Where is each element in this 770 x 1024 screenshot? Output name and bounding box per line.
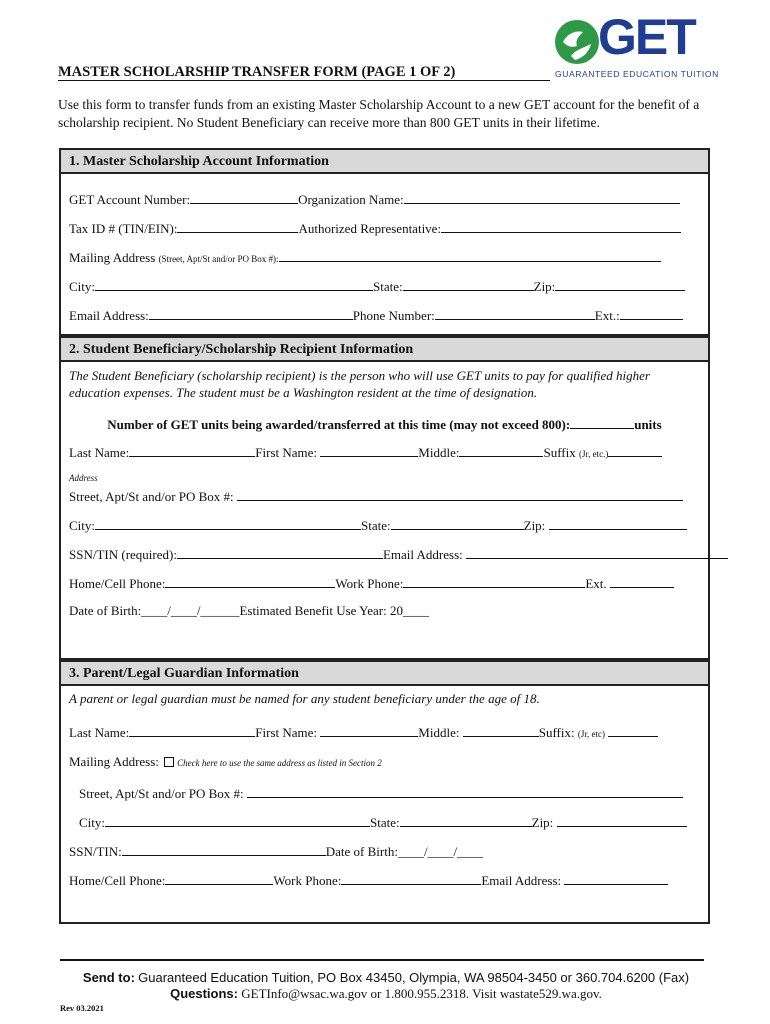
home-phone-field[interactable] — [165, 871, 273, 885]
title-underline — [58, 80, 550, 81]
suffix-hint: (Jr, etc) — [577, 729, 605, 739]
tax-id-field[interactable] — [177, 219, 298, 233]
state-label: State: — [373, 279, 403, 294]
account-number-field[interactable] — [190, 190, 298, 204]
suffix-label: Suffix — [543, 445, 576, 460]
city-field[interactable] — [105, 813, 370, 827]
work-phone-field[interactable] — [403, 574, 585, 588]
zip-field[interactable] — [549, 516, 687, 530]
ssn-field[interactable] — [177, 545, 383, 559]
home-phone-label: Home/Cell Phone: — [69, 576, 166, 591]
dob-label[interactable]: Date of Birth:____/____/____ — [325, 844, 484, 859]
zip-field[interactable] — [555, 277, 685, 291]
first-name-label: First Name: — [255, 445, 318, 460]
middle-label: Middle: — [418, 725, 460, 740]
dob-label[interactable]: Date of Birth:____/____/______ — [69, 603, 240, 618]
work-phone-label: Work Phone: — [273, 873, 342, 888]
city-field[interactable] — [95, 516, 361, 530]
city-label: City: — [69, 518, 96, 533]
section-1 — [59, 148, 710, 336]
send-to-address: Guaranteed Education Tuition, PO Box 43450, Olympia, WA 98504-3450 or 360.704.6200 (Fax) — [138, 970, 690, 985]
last-name-field[interactable] — [129, 443, 255, 457]
form-title: MASTER SCHOLARSHIP TRANSFER FORM (PAGE 1 OF 2) — [58, 64, 456, 80]
section-2-note: The Student Beneficiary (scholarship recipient) is the person who will use GET units to pay for qualified higher education expenses. The student must be a Washington resident at the time of designation. — [69, 368, 650, 400]
street-field[interactable] — [247, 784, 683, 798]
zip-label: Zip: — [531, 815, 554, 830]
state-field[interactable] — [403, 277, 534, 291]
mailing-address-field[interactable] — [279, 248, 661, 262]
logo-wordmark: GET — [598, 9, 695, 65]
intro-text: Use this form to transfer funds from an existing Master Scholarship Account to a new GET account for the benefit of a scholarship recipient. No Student Beneficiary can receive more than 800 GET units in their lifetime. — [58, 97, 700, 130]
revision-label: Rev 03.2021 — [60, 1003, 104, 1013]
zip-label: Zip: — [533, 279, 556, 294]
last-name-label: Last Name: — [69, 725, 130, 740]
email-field[interactable] — [466, 545, 728, 559]
first-name-label: First Name: — [255, 725, 318, 740]
mailing-address-label: Mailing Address — [69, 250, 156, 265]
tax-id-label: Tax ID # (TIN/EIN): — [69, 221, 178, 236]
address-label: Address — [69, 473, 98, 483]
section-2-heading: 2. Student Beneficiary/Scholarship Recipient Information — [61, 338, 708, 362]
units-row — [61, 415, 708, 433]
section-3 — [59, 660, 710, 924]
first-name-field[interactable] — [320, 723, 418, 737]
street-field[interactable] — [237, 487, 683, 501]
auth-rep-label: Authorized Representative: — [298, 221, 442, 236]
ext-label: Ext. — [585, 576, 607, 591]
account-number-label: GET Account Number: — [69, 192, 191, 207]
ext-label: Ext.: — [594, 308, 620, 323]
questions-contact[interactable]: GETInfo@wsac.wa.gov or 1.800.955.2318. Visit wastate529.wa.gov. — [241, 986, 602, 1001]
last-name-field[interactable] — [129, 723, 255, 737]
street-label: Street, Apt/St and/or PO Box #: — [69, 489, 234, 504]
auth-rep-field[interactable] — [441, 219, 681, 233]
send-to-label: Send to: — [82, 970, 135, 985]
middle-field[interactable] — [463, 723, 539, 737]
same-address-hint: Check here to use the same address as listed in Section 2 — [177, 758, 382, 768]
org-name-label: Organization Name: — [298, 192, 404, 207]
email-label: Email Address: — [69, 308, 149, 323]
city-label: City: — [79, 815, 106, 830]
mailing-address-hint: (Street, Apt/St and/or PO Box #): — [158, 254, 279, 264]
units-suffix: units — [634, 417, 662, 432]
ssn-label: SSN/TIN (required): — [69, 547, 177, 562]
suffix-field[interactable] — [608, 723, 658, 737]
work-phone-label: Work Phone: — [335, 576, 404, 591]
suffix-hint: (Jr, etc.) — [578, 449, 609, 459]
ssn-label: SSN/TIN: — [69, 844, 122, 859]
ext-field[interactable] — [610, 574, 674, 588]
email-field[interactable] — [564, 871, 668, 885]
city-field[interactable] — [95, 277, 373, 291]
home-phone-label: Home/Cell Phone: — [69, 873, 166, 888]
first-name-field[interactable] — [320, 443, 418, 457]
section-3-heading: 3. Parent/Legal Guardian Information — [61, 662, 708, 686]
mailing-address-label: Mailing Address: — [69, 754, 159, 769]
ssn-field[interactable] — [122, 842, 326, 856]
org-name-field[interactable] — [404, 190, 680, 204]
state-field[interactable] — [400, 813, 532, 827]
footer-divider — [60, 959, 704, 961]
email-label: Email Address: — [382, 547, 463, 562]
questions-label: Questions: — [170, 986, 238, 1001]
street-label: Street, Apt/St and/or PO Box #: — [79, 786, 244, 801]
home-phone-field[interactable] — [165, 574, 335, 588]
zip-field[interactable] — [557, 813, 687, 827]
state-label: State: — [370, 815, 400, 830]
ext-field[interactable] — [620, 306, 683, 320]
section-2 — [59, 336, 710, 660]
benefit-year-label[interactable]: Estimated Benefit Use Year: 20____ — [239, 603, 429, 618]
suffix-field[interactable] — [608, 443, 662, 457]
send-to-line — [60, 970, 712, 986]
city-label: City: — [69, 279, 96, 294]
zip-label: Zip: — [523, 518, 546, 533]
phone-label: Phone Number: — [352, 308, 435, 323]
units-field[interactable] — [570, 415, 634, 429]
state-field[interactable] — [391, 516, 524, 530]
units-label: Number of GET units being awarded/transferred at this time (may not exceed 800): — [107, 417, 571, 432]
same-address-checkbox[interactable] — [164, 757, 174, 767]
middle-label: Middle: — [418, 445, 460, 460]
email-label: Email Address: — [481, 873, 562, 888]
section-3-note: A parent or legal guardian must be named for any student beneficiary under the age of 18. — [69, 691, 540, 706]
questions-line — [60, 986, 712, 1002]
email-field[interactable] — [149, 306, 353, 320]
middle-field[interactable] — [459, 443, 543, 457]
work-phone-field[interactable] — [341, 871, 481, 885]
phone-field[interactable] — [435, 306, 595, 320]
logo-subtitle: GUARANTEED EDUCATION TUITION — [555, 69, 719, 79]
state-label: State: — [361, 518, 391, 533]
last-name-label: Last Name: — [69, 445, 130, 460]
section-1-heading: 1. Master Scholarship Account Information — [61, 150, 708, 174]
suffix-label: Suffix: — [538, 725, 575, 740]
